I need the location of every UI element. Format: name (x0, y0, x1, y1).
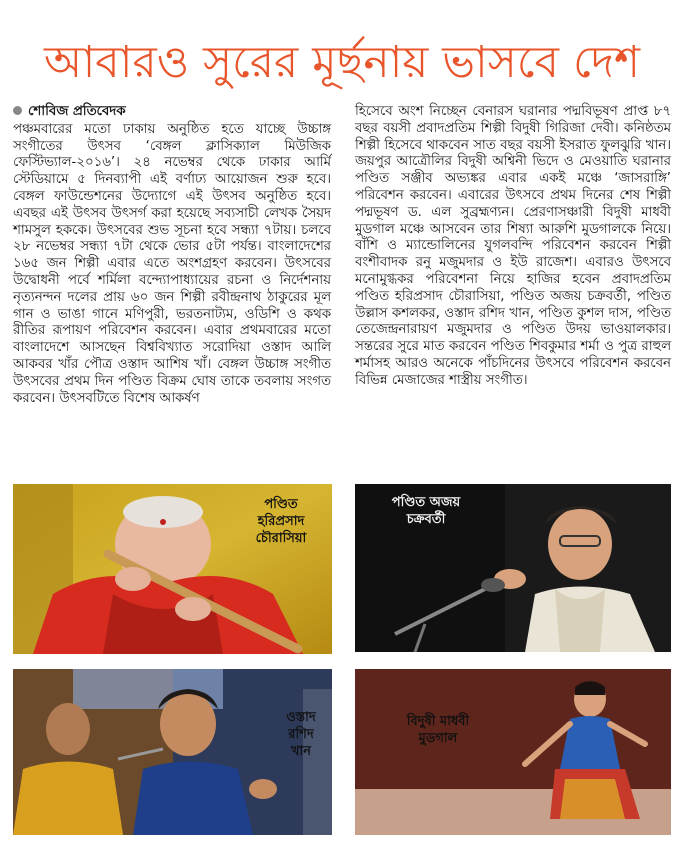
caption-line: চক্রবর্তী (406, 512, 446, 527)
caption-line: চৌরাসিয়া (255, 531, 307, 546)
dancer-illustration (355, 669, 671, 835)
photo-madhavi-mudgal (355, 669, 671, 835)
caption-line: ওস্তাদ (286, 710, 316, 725)
caption-line: বিদুষী মাধবী (406, 714, 470, 729)
caption-line: মুডগাল (418, 731, 458, 746)
byline-text: শোবিজ প্রতিবেদক (28, 104, 126, 119)
photo-rashid-khan (13, 669, 332, 835)
caption-line: খান (290, 744, 312, 759)
byline (13, 104, 331, 121)
caption-ajoy (361, 494, 491, 528)
caption-line: পণ্ডিত অজয় (391, 495, 461, 510)
headline: আবারও সুরের মূর্ছনায় ভাসবে দেশ (43, 37, 641, 88)
caption-rashid (271, 709, 331, 760)
caption-line: রশিদ (288, 727, 314, 742)
photo-hariprasad-chaurasia (13, 484, 332, 654)
article-column-right (355, 104, 671, 390)
bullet-icon (13, 106, 22, 115)
article-text-right: হিসেবে অংশ নিচ্ছেন বেনারস ঘরানার পদ্মবিভূষণ প্রাপ্ত ৮৭ বছর বয়সী প্রবাদপ্রতিম শিল্পী বিদুষী গিরিজা দেবী। কনিষ্ঠতম শিল্পী হিসেবে থাকবেন সাত বছর বয়সী ইসরাত ফুলঝুরি খান। জয়পুর আত্রৌলির বিদুষী অশ্বিনী ভিদে ও মেওয়াতি ঘরানার পণ্ডিত সঞ্জীব অভ্যঙ্কর এবার একই মঞ্চে ‘জাসরাঙ্গি’ পরিবেশন করবেন। এবারের উৎসবে প্রথম দিনের শেষ শিল্পী পদ্মভূষণ ড. এল সুব্রহ্মণ্যন। প্রেরণাসঞ্চারী বিদুষী মাধবী মুডগাল মঞ্চে আসবেন তার শিষ্যা আরুশি মুডগালকে নিয়ে। বাঁশি ও ম্যান্ডোলিনের যুগলবন্দি পরিবেশন করবেন শিল্পী বংশীবাদক রনু মজুমদার ও ইউ রাজেশ। এবারও উৎসবে মনোমুগ্ধকর পরিবেশনা নিয়ে হাজির হবেন প্রবাদপ্রতিম পণ্ডিত হরিপ্রসাদ চৌরাসিয়া, পণ্ডিত অজয় চক্রবর্তী, পণ্ডিত উল্লাস কশলকর, ওস্তাদ রশিদ খান, পণ্ডিত কুশল দাস, পণ্ডিত তেজেন্দ্রনারায়ণ মজুমদার ও পণ্ডিত উদয় ভাওয়ালকার। সন্তরের সুরে মাত করবেন পণ্ডিত শিবকুমার শর্মা ও পুত্র রাহুল শর্মাসহ আরও অনেকে পাঁচদিনের উৎসবে পরিবেশন করবেন বিভিন্ন মেজাজের শাস্ত্রীয় সংগীত। (355, 104, 671, 388)
caption-line: হরিপ্রসাদ (257, 514, 305, 529)
article-column-left (13, 104, 331, 407)
caption-line: পণ্ডিত (264, 497, 298, 512)
photo-ajoy-chakrabarty (355, 484, 671, 652)
article-text-left: পঞ্চমবারের মতো ঢাকায় অনুষ্ঠিত হতে যাচ্ছে উচ্চাঙ্গ সংগীতের উৎসব ‘বেঙ্গল ক্লাসিক্যাল মিউজিক ফেস্টিভ্যাল-২০১৬’। ২৪ নভেম্বর থেকে ঢাকার আর্মি স্টেডিয়ামে ৫ দিনব্যাপী এই বর্ণাঢ্য আয়োজন শুরু হবে। বেঙ্গল ফাউন্ডেশনের উদ্যোগে এই উৎসব অনুষ্ঠিত হবে। এবছর এই উৎসব উৎসর্গ করা হয়েছে সব্যসাচী লেখক সৈয়দ শামসুল হককে। উৎসবের শুভ সূচনা হবে সন্ধ্যা ৭টায়। চলবে ২৮ নভেম্বর সন্ধ্যা ৭টা থেকে ভোর ৫টা পর্যন্ত। বাংলাদেশের ১৬৫ জন শিল্পী এবার এতে অংশগ্রহণ করবেন। উৎসবের উদ্বোধনী পর্বে শর্মিলা বন্দ্যোপাধ্যায়ের রচনা ও নির্দেশনায় নৃত্যনন্দন দলের প্রায় ৬০ জন শিল্পী রবীন্দ্রনাথ ঠাকুরের মূল গান ও ভাঙা গানে মণিপুরী, ভরতনাট্যম, ওডিশি ও কথক রীতির রূপায়ণ পরিবেশন করবেন। এবার প্রথমবারের মতো বাংলাদেশে আসছেন বিশ্ববিখ্যাত সরোদিয়া ওস্তাদ আলি আকবর খাঁর পৌত্র ওস্তাদ আশিষ খাঁ। বেঙ্গল উচ্চাঙ্গ সংগীত উৎসবের প্রথম দিন পণ্ডিত বিক্রম ঘোষ তাকে তবলায় সংগত করবেন। উৎসবটিতে বিশেষ আকর্ষণ (13, 121, 331, 406)
caption-madhavi (363, 713, 513, 747)
caption-hariprasad (233, 496, 329, 547)
